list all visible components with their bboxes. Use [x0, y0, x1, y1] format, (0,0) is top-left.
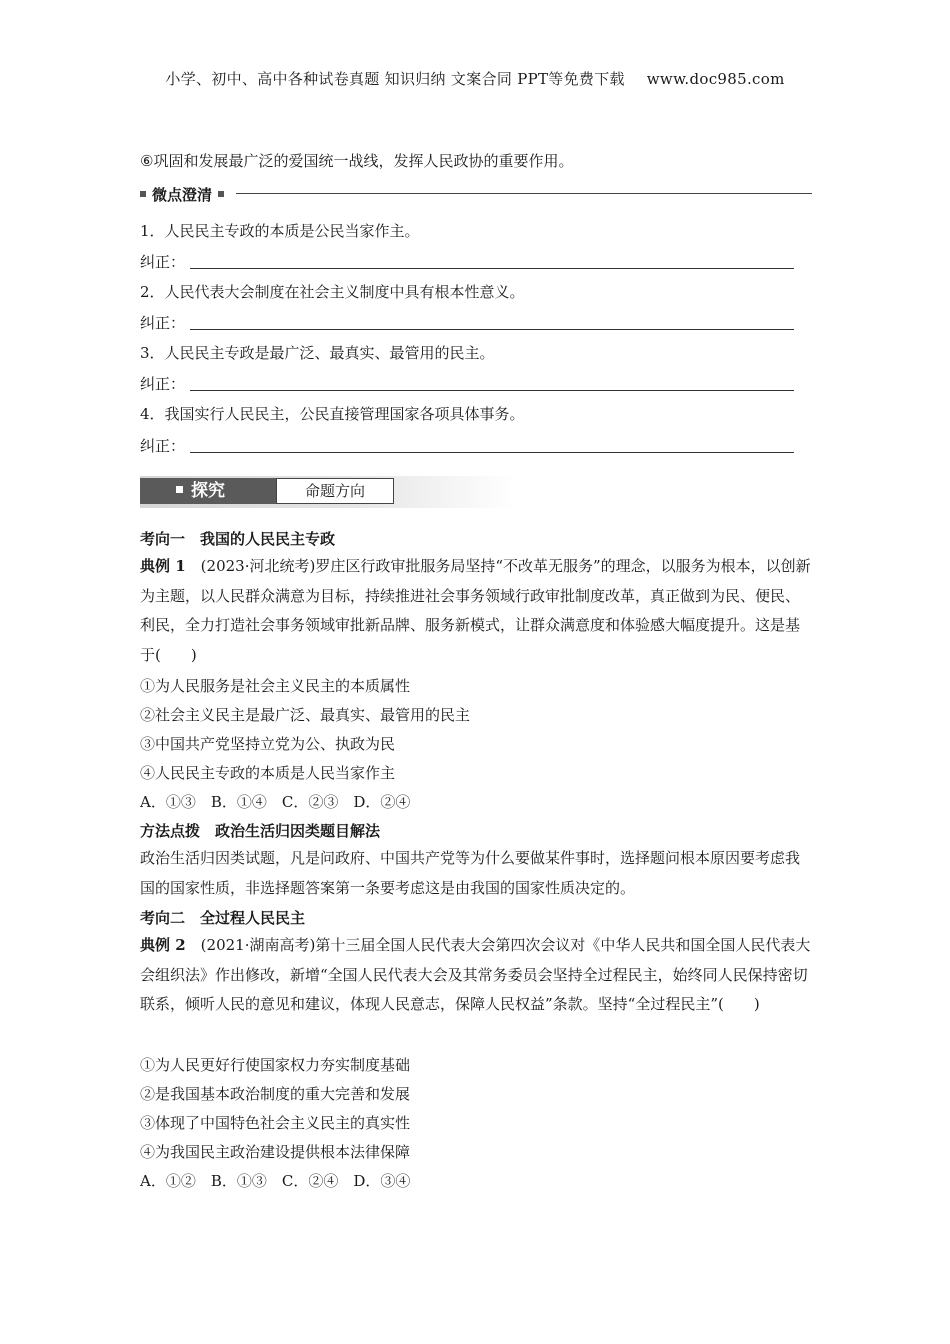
- fix-label: 纠正：: [140, 375, 186, 393]
- explore-banner: [140, 476, 516, 508]
- fix-row-3: [140, 373, 185, 394]
- fix-row-2: [140, 312, 185, 333]
- direction2-title: 考向二 全过程人民民主: [140, 909, 306, 927]
- example1-option-3: ③中国共产党坚持立党为公、执政为民: [140, 735, 396, 753]
- clarify-item-3: 3．人民民主专政是最广泛、最真实、最管用的民主。: [140, 344, 495, 362]
- example1-option-4: ④人民民主专政的本质是人民当家作主: [140, 764, 396, 782]
- header-site[interactable]: www.doc985.com: [646, 70, 785, 88]
- section-rule: [236, 193, 812, 194]
- clarify-title: 微点澄清: [152, 186, 213, 204]
- clarify-item-4: 4．我国实行人民民主，公民直接管理国家各项具体事务。: [140, 405, 525, 423]
- example1-label: 典例 1: [140, 557, 186, 575]
- example2-option-3: ③体现了中国特色社会主义民主的真实性: [140, 1114, 411, 1132]
- example1-option-2: ②社会主义民主是最广泛、最真实、最管用的民主: [140, 706, 471, 724]
- example1-answers: A．①③ B．①④ C．②③ D．②④: [140, 793, 411, 811]
- example2-label: 典例 2: [140, 936, 186, 954]
- square-bullet-icon: [176, 486, 183, 493]
- square-bullet-icon: [140, 191, 146, 197]
- fix-row-1: [140, 251, 185, 272]
- example2-paragraph: [140, 931, 812, 1020]
- example1-option-1: ①为人民服务是社会主义民主的本质属性: [140, 677, 411, 695]
- answer-blank[interactable]: [190, 452, 794, 453]
- example1-paragraph: [140, 552, 812, 670]
- method-title: 方法点拨 政治生活归因类题目解法: [140, 822, 381, 840]
- example2-option-1: ①为人民更好行使国家权力夯实制度基础: [140, 1056, 411, 1074]
- example1-text: (2023·河北统考)罗庄区行政审批服务局坚持“不改革无服务”的理念，以服务为根本，以创新为主题，以人民群众满意为目标，持续推进社会事务领域行政审批制度改革，真正做到为民、便民、利民，全力打造社会事务领域审批新品牌、服务新模式，让群众满意度和体验感大幅度提升。这是基于( ): [140, 557, 811, 664]
- clarify-item-1: 1．人民民主专政的本质是公民当家作主。: [140, 222, 420, 240]
- banner-label: 探究: [140, 478, 276, 504]
- header-text: 小学、初中、高中各种试卷真题 知识归纳 文案合同 PPT等免费下载: [165, 70, 625, 88]
- method-text: 政治生活归因类试题，凡是问政府、中国共产党等为什么要做某件事时，选择题问根本原因要考虑我国的国家性质，非选择题答案第一条要考虑这是由我国的国家性质决定的。: [140, 849, 801, 897]
- square-bullet-icon: [218, 191, 224, 197]
- intro-item: ⑥巩固和发展最广泛的爱国统一战线，发挥人民政协的重要作用。: [140, 152, 574, 170]
- fix-row-4: [140, 435, 185, 456]
- example2-text: (2021·湖南高考)第十三届全国人民代表大会第四次会议对《中华人民共和国全国人民代表大会组织法》作出修改，新增“全国人民代表大会及其常务委员会坚持全过程民主，始终同人民保持密切联系，倾听人民的意见和建议，体现人民意志，保障人民权益”条款。坚持“全过程民主”( ): [140, 936, 811, 1013]
- banner-subtitle: 命题方向: [276, 478, 394, 504]
- example2-option-4: ④为我国民主政治建设提供根本法律保障: [140, 1143, 411, 1161]
- direction1-title: 考向一 我国的人民民主专政: [140, 530, 336, 548]
- fix-label: 纠正：: [140, 253, 186, 271]
- answer-blank[interactable]: [190, 329, 794, 330]
- clarify-item-2: 2．人民代表大会制度在社会主义制度中具有根本性意义。: [140, 283, 525, 301]
- page-header: [0, 68, 950, 89]
- fix-label: 纠正：: [140, 437, 186, 455]
- example2-option-2: ②是我国基本政治制度的重大完善和发展: [140, 1085, 411, 1103]
- answer-blank[interactable]: [190, 268, 794, 269]
- fix-label: 纠正：: [140, 314, 186, 332]
- example2-answers: A．①② B．①③ C．②④ D．③④: [140, 1172, 411, 1190]
- clarify-section-bar: [140, 184, 812, 202]
- answer-blank[interactable]: [190, 390, 794, 391]
